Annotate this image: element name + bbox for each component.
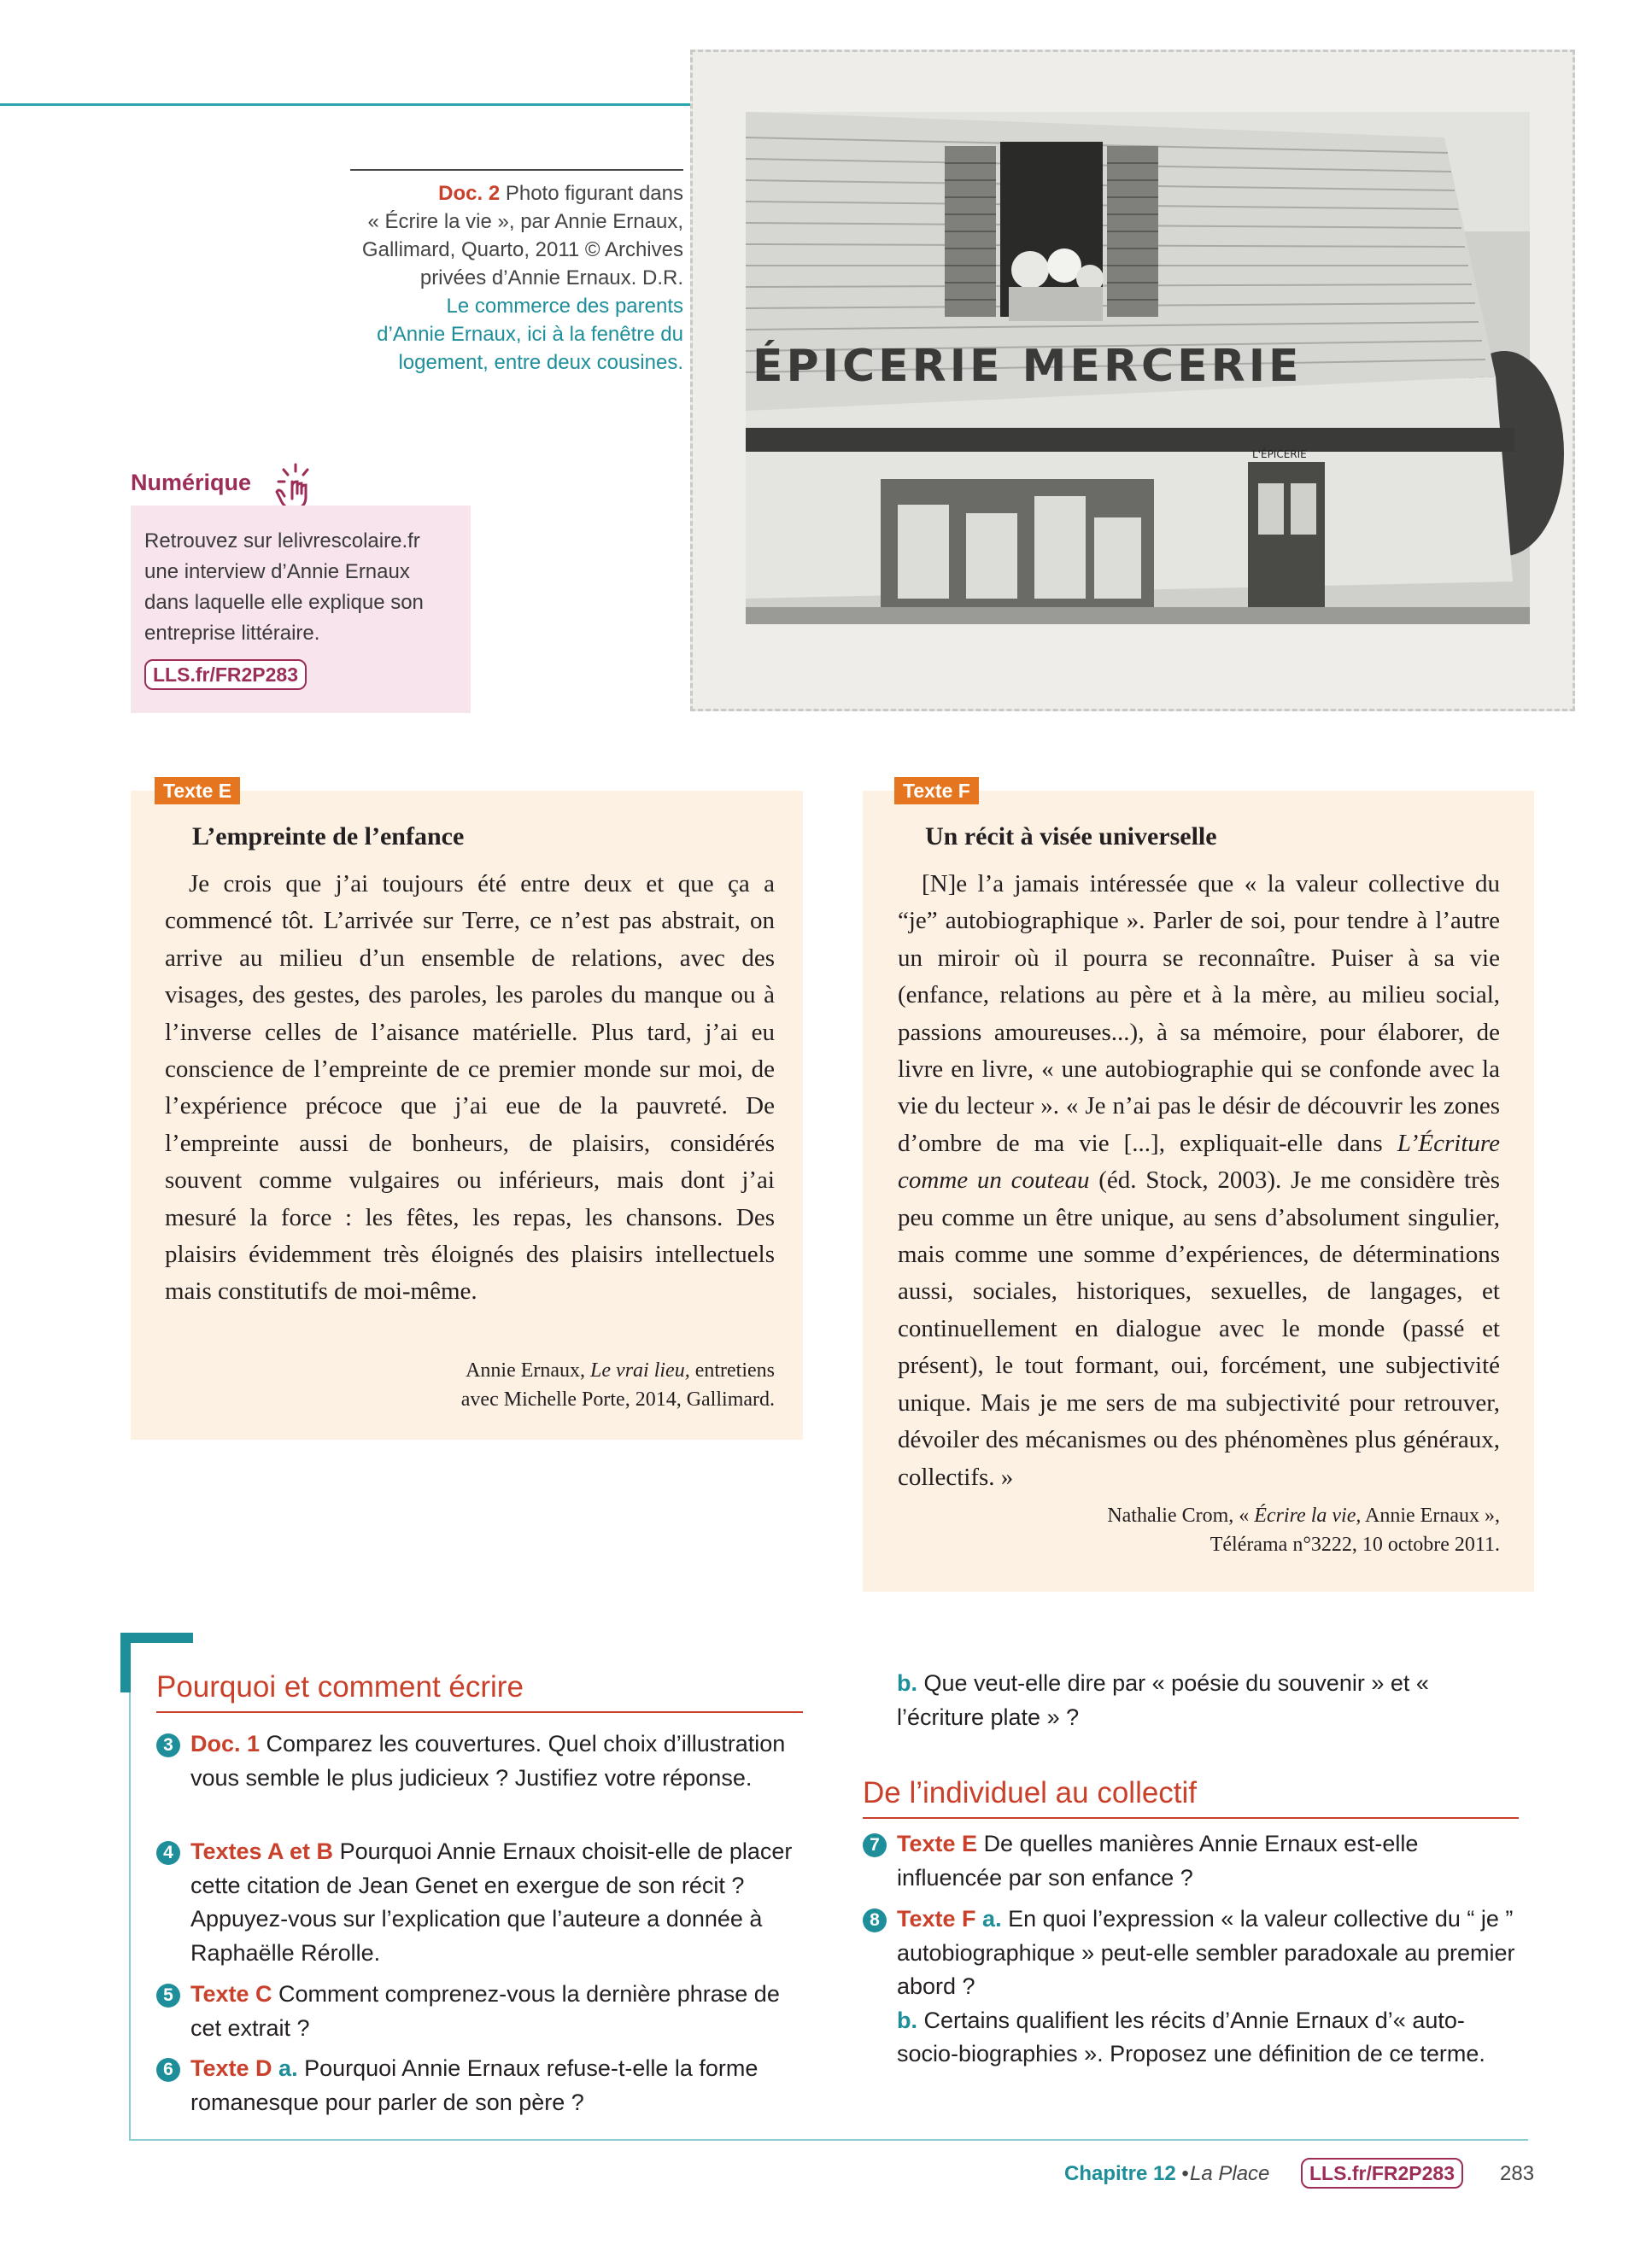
numerique-box bbox=[131, 506, 471, 713]
numerique-link[interactable]: LLS.fr/FR2P283 bbox=[144, 659, 307, 690]
caption-line: « Écrire la vie », par Annie Ernaux, bbox=[367, 210, 683, 233]
top-rule bbox=[0, 103, 692, 106]
question-number: 5 bbox=[156, 1984, 180, 2008]
caption-line: Gallimard, Quarto, 2011 © Archives bbox=[361, 238, 683, 261]
texte-e-title: L’empreinte de l’enfance bbox=[192, 822, 465, 850]
caption-legend: logement, entre deux cousines. bbox=[398, 351, 683, 374]
question-6b: b. Que veut-elle dire par « poésie du souvenir » et « l’écriture plate » ? bbox=[897, 1670, 1429, 1730]
numerique-line: une interview d’Annie Ernaux bbox=[144, 560, 410, 583]
shop-photo bbox=[690, 50, 1575, 711]
numerique-line: entreprise littéraire. bbox=[144, 622, 320, 645]
numerique-line: dans laquelle elle explique son bbox=[144, 591, 424, 614]
section-title-individuel: De l’individuel au collectif bbox=[863, 1776, 1519, 1819]
texte-e-label: Texte E bbox=[155, 777, 240, 804]
footer-chapter: Chapitre 12 • bbox=[1064, 2162, 1189, 2185]
photo-caption bbox=[350, 169, 683, 377]
question-number: 8 bbox=[863, 1909, 887, 1932]
caption-legend: Le commerce des parents bbox=[446, 295, 683, 318]
footer-link[interactable]: LLS.fr/FR2P283 bbox=[1301, 2158, 1463, 2189]
questions-bottom-rule bbox=[129, 2139, 1528, 2141]
doc-label: Doc. 2 bbox=[438, 182, 501, 205]
question-number: 4 bbox=[156, 1841, 180, 1865]
question-5: 5 Texte C Comment comprenez-vous la dernière phrase de cet extrait ? bbox=[156, 1978, 805, 2045]
pointing-hand-icon bbox=[272, 461, 321, 512]
question-number: 7 bbox=[863, 1833, 887, 1857]
texte-f-title: Un récit à visée universelle bbox=[925, 822, 1217, 850]
question-8: 8 Texte F a. En quoi l’expression « la valeur collective du “ je ” autobiographique » peut-elle sembler paradoxale au premier abord ? b. Certains qualifient les récits d’Annie Ernaux d’« auto-socio-biographies ». Proposez une définition de ce terme. bbox=[863, 1903, 1520, 2072]
question-number: 6 bbox=[156, 2058, 180, 2082]
page-number: 283 bbox=[1500, 2162, 1535, 2185]
texte-f-box bbox=[863, 780, 1534, 1592]
texte-e-box bbox=[131, 780, 803, 1440]
texte-f-body: [N]e l’a jamais intéressée que « la valeur collective du “je” autobiographique ». Parler de soi, pour tendre à l’autre un miroir où il pourra se reconnaître. Puiser à sa vie (enfance, relations au père et à la mère, au milieu social, passions amoureuses...), à sa mémoire, pour élaborer, de livre en livre, « une autobiographie qui se confonde avec la vie du lecteur ». « Je n’ai pas le désir de découvrir les zones d’ombre de ma vie [...], expliquait-elle dans L’Écriture comme un couteau (éd. Stock, 2003). Je me considère très peu comme un être unique, au sens d’absolument singulier, mais comme une somme d’expériences, de déterminations aussi, sociales, historiques, sexuelles, de langages, et continuellement en dialogue avec le monde (passé et présent), le tout formant, oui, forcément, une subjectivité unique. Mais je me sers de ma subjectivité pour retrouver, dévoiler des mécanismes ou des phénomènes plus généraux, collectifs. » bbox=[898, 870, 1500, 1491]
shop-photo-svg bbox=[693, 52, 1573, 709]
question-3: 3 Doc. 1 Comparez les couvertures. Quel choix d’illustration vous semble le plus judicieux ? Justifiez votre réponse. bbox=[156, 1727, 805, 1795]
numerique-line: Retrouvez sur lelivrescolaire.fr bbox=[144, 529, 420, 552]
caption-legend: d’Annie Ernaux, ici à la fenêtre du bbox=[377, 323, 683, 346]
question-7: 7 Texte E De quelles manières Annie Ernaux est-elle influencée par son enfance ? bbox=[863, 1827, 1520, 1895]
question-4: 4 Textes A et B Pourquoi Annie Ernaux choisit-elle de placer cette citation de Jean Genet en exergue de son récit ? Appuyez-vous sur l’explication que l’auteure a donnée à Raphaëlle Rérolle. bbox=[156, 1835, 805, 1970]
texte-e-source: Annie Ernaux, Le vrai lieu, entretiens avec Michelle Porte, 2014, Gallimard. bbox=[460, 1359, 775, 1411]
texte-f-source: Nathalie Crom, « Écrire la vie, Annie Ernaux », Télérama n°3222, 10 octobre 2011. bbox=[1107, 1505, 1500, 1556]
texte-e-body: Je crois que j’ai toujours été entre deux et que ça a commencé tôt. L’arrivée sur Terre, ce n’est pas abstrait, on arrive au milieu d’un ensemble de relations, avec des visages, des gestes, des paroles, les paroles du manque ou à l’inverse celles de l’aisance matérielle. Plus tard, j’ai eu conscience de l’empreinte de ce premier monde sur moi, de l’expérience précoce que j’ai eue de la pauvreté. De l’empreinte aussi de bonheurs, de plaisirs, considérés souvent comme vulgaires ou inférieurs, mais dont j’ai mesuré la force : les fêtes, les repas, les chansons. Des plaisirs évidemment très éloignés des plaisirs intellectuels mais constitutifs de moi-même. bbox=[165, 870, 775, 1306]
footer-title: La Place bbox=[1190, 2162, 1270, 2185]
shop-sign: ÉPICERIE MERCERIE bbox=[753, 341, 1303, 392]
texte-f-label: Texte F bbox=[894, 777, 979, 804]
question-6: 6 Texte D a. Pourquoi Annie Ernaux refuse-t-elle la forme romanesque pour parler de son père ? bbox=[156, 2052, 805, 2119]
numerique-title: Numérique bbox=[131, 470, 252, 495]
caption-line: Photo figurant dans bbox=[505, 182, 683, 205]
question-number: 3 bbox=[156, 1733, 180, 1757]
questions-left-rule bbox=[129, 1692, 131, 2141]
door-sign: L'ÉPICERIE bbox=[1252, 448, 1307, 460]
section-title-pourquoi: Pourquoi et comment écrire bbox=[156, 1670, 803, 1713]
caption-line: privées d’Annie Ernaux. D.R. bbox=[419, 266, 683, 289]
